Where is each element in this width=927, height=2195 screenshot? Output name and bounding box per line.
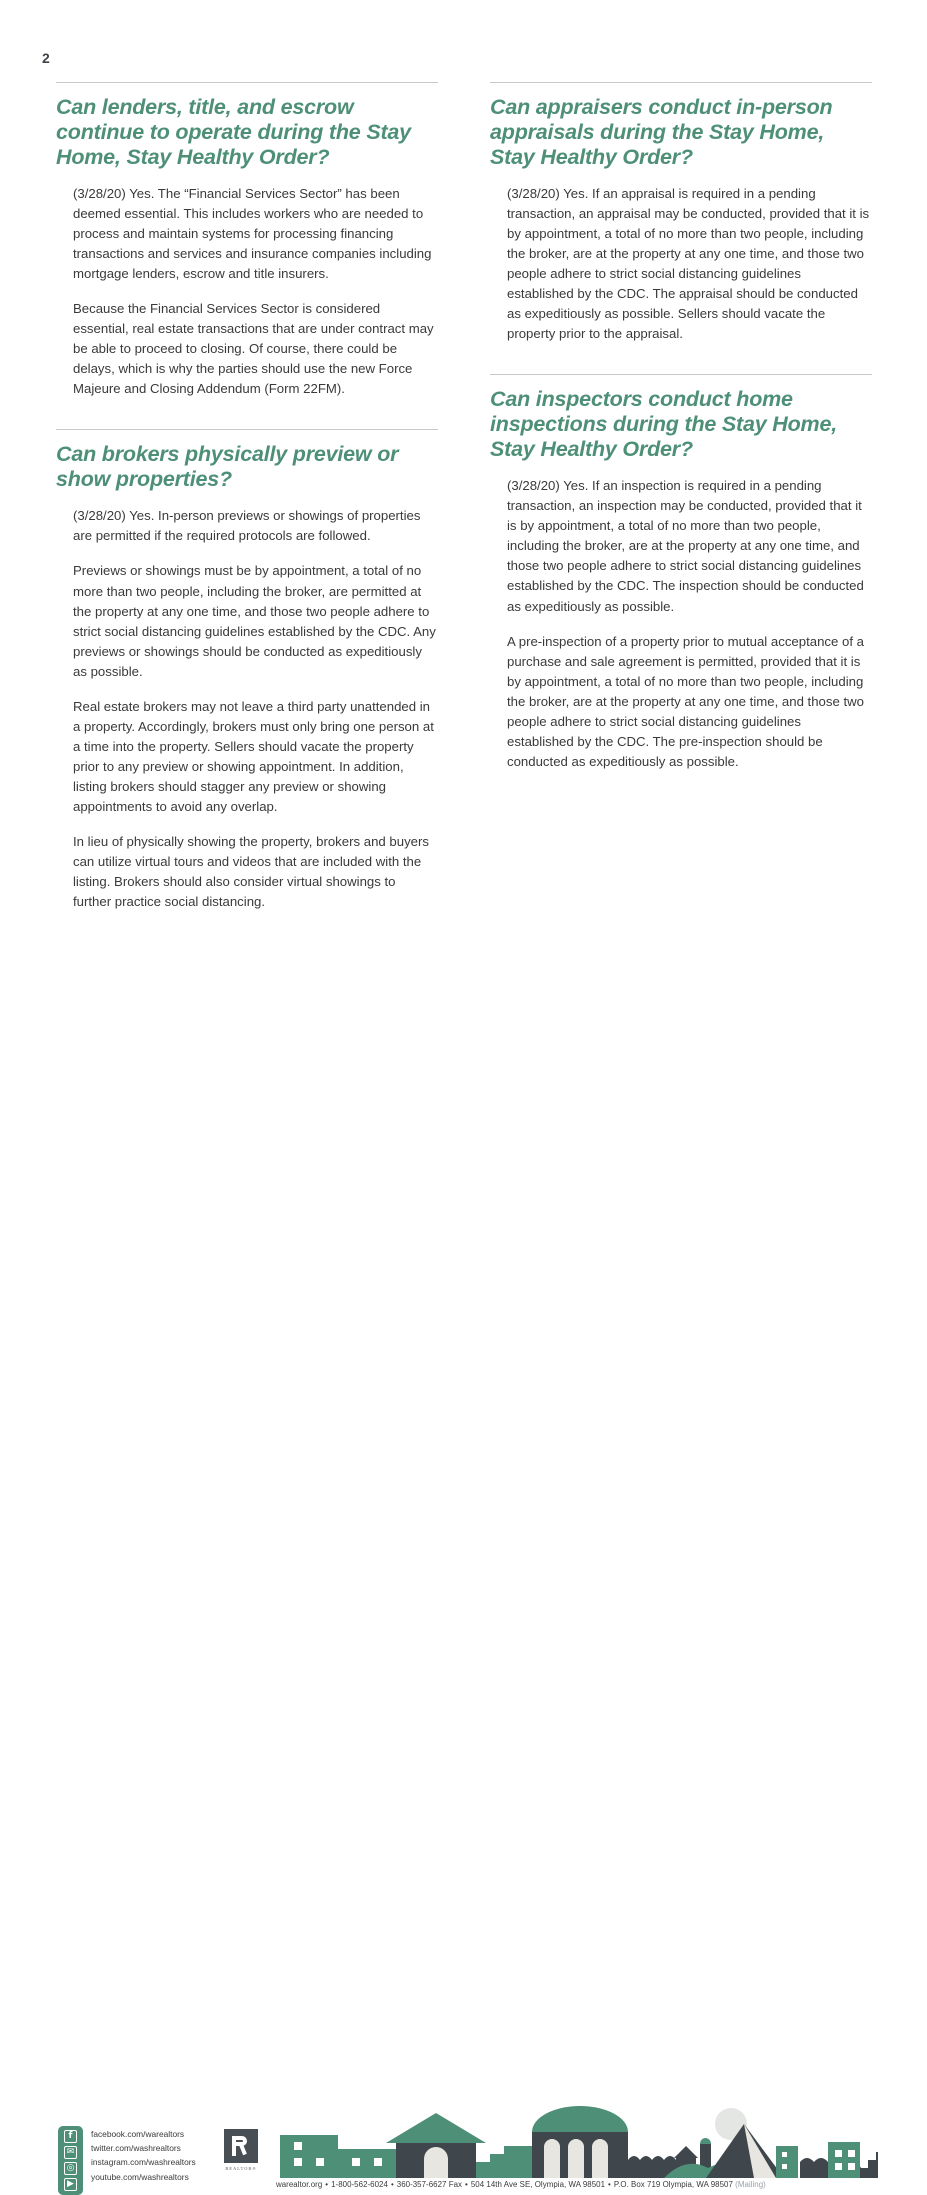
- answer-paragraph: (3/28/20) Yes. If an appraisal is required in a pending transaction, an appraisal may be conducted, provided that it is by appointment, a total of no more than two people, including the broker, are at the property at any one time, and those two people adhere to strict social distancing guidelines established by the CDC. The appraisal should be conducted as expeditiously as possible. Sellers should vacate the property prior to the appraisal.: [507, 185, 870, 342]
- left-column: [56, 82, 438, 920]
- page-footer: [0, 1040, 927, 2189]
- olympia-skyline-graphic: [276, 2102, 878, 2178]
- skyline-capitol-dome: [532, 2106, 628, 2132]
- skyline-house-door: [424, 2147, 448, 2178]
- question-heading: Can inspectors conduct home inspections during the Stay Home, Stay Healthy Order?: [490, 387, 838, 462]
- twitter-icon[interactable]: ✉: [64, 2146, 77, 2159]
- footer-address: 504 14th Ave SE, Olympia, WA 98501: [470, 2180, 606, 2189]
- facebook-icon[interactable]: f: [64, 2130, 77, 2143]
- separator-dot: •: [390, 2180, 394, 2189]
- social-media-block: [58, 2126, 196, 2195]
- capitol-column: [544, 2139, 560, 2178]
- skyline-barn-roof: [674, 2146, 698, 2158]
- skyline-stepped-building: [476, 2146, 532, 2178]
- answer-paragraph: In lieu of physically showing the property, brokers and buyers can utilize virtual tours and videos that are included with the listing. Brokers should also consider virtual showings to further practice social distancing.: [73, 834, 430, 910]
- skyline-house-roof: [386, 2113, 486, 2143]
- block-spacer: [490, 352, 872, 374]
- realtor-wordmark: REALTOR®: [225, 2165, 257, 2171]
- footer-contact-line: [276, 2180, 878, 2189]
- footer-phone: 1-800-562-6024: [331, 2180, 388, 2189]
- qa-block-appraisers: [490, 82, 872, 344]
- section-divider: [56, 429, 438, 430]
- instagram-icon[interactable]: ◎: [64, 2162, 77, 2175]
- answer-body: [56, 506, 438, 912]
- separator-dot: •: [608, 2180, 611, 2189]
- separator-dot: •: [465, 2180, 468, 2189]
- answer-paragraph: (3/28/20) Yes. The “Financial Services Sector” has been deemed essential. This includes workers who are needed to process and maintain systems for processing financing transactions and services and insurance companies including mortgage lenders, escrow and title insurers.: [73, 185, 432, 282]
- footer-po-box: P.O. Box 719 Olympia, WA 98507: [613, 2180, 733, 2189]
- capitol-column: [568, 2139, 584, 2178]
- qa-block-preview-show: [56, 429, 438, 912]
- answer-paragraph: Because the Financial Services Sector is considered essential, real estate transactions that are under contract may be able to proceed to closing. Of course, there could be delays, which is why the parties should use the new Force Majeure and Closing Addendum (Form 22FM).: [73, 301, 434, 397]
- right-column: [490, 82, 872, 920]
- footer-fax: 360-357-6627 Fax: [396, 2180, 463, 2189]
- footer-mailing-note: (Mailing): [735, 2180, 766, 2189]
- answer-body: [490, 476, 872, 772]
- qa-block-lenders: [56, 82, 438, 399]
- question-heading: Can appraisers conduct in-person appraisals during the Stay Home, Stay Healthy Order?: [490, 95, 833, 169]
- facebook-link[interactable]: facebook.com/warealtors: [91, 2129, 185, 2139]
- skyline-right-building: [828, 2142, 860, 2178]
- answer-body: [56, 184, 438, 400]
- answer-paragraph: (3/28/20) Yes. If an inspection is required in a pending transaction, an inspection may be conducted, provided that it is by appointment, a total of no more than two people, including the broker, are at the property at any one time, and those two people adhere to strict social distancing guidelines established by the CDC. The inspection should be conducted as expeditiously as possible.: [507, 478, 864, 614]
- answer-paragraph: Previews or showings must be by appointment, a total of no more than two people, including the broker, are permitted at the property at any one time, and those two people adhere to strict social distancing guidelines established by the CDC. Any previews or showings should be conducted as expeditiously as possible.: [73, 563, 436, 679]
- page-number: 2: [42, 50, 51, 66]
- silo-cap: [700, 2138, 711, 2144]
- answer-paragraph: Real estate brokers may not leave a third party unattended in a property. Accordingly, brokers must only bring one person at a time into the property. Sellers should vacate the property prior to any preview or showing appointment. In addition, listing brokers should stagger any preview or showing appointments to avoid any overlap.: [73, 698, 434, 815]
- skyline-building-left: [280, 2135, 338, 2178]
- twitter-link[interactable]: twitter.com/washrealtors: [91, 2143, 181, 2154]
- capitol-column: [592, 2139, 608, 2178]
- realtor-r-icon: [224, 2129, 258, 2163]
- answer-body: [490, 184, 872, 345]
- realtor-r-leg: [239, 2144, 247, 2156]
- skyline-tower: [776, 2146, 798, 2178]
- realtor-logo: [224, 2129, 258, 2171]
- qa-block-inspectors: [490, 374, 872, 772]
- skyline-building-low: [338, 2149, 396, 2178]
- youtube-icon[interactable]: ▶: [64, 2178, 77, 2191]
- youtube-link[interactable]: youtube.com/washrealtors: [91, 2171, 189, 2182]
- skyline-right-steps: [860, 2152, 878, 2178]
- footer-website[interactable]: warealtor.org: [276, 2180, 323, 2189]
- question-heading: Can brokers physically preview or show properties?: [56, 442, 399, 492]
- answer-paragraph: A pre-inspection of a property prior to mutual acceptance of a purchase and sale agreement is permitted, provided that it is by appointment, a total of no more than two people, including the broker, are at the property at any one time, and those two people adhere to strict social distancing guidelines established by the CDC. The pre-inspection should be conducted as expeditiously as possible.: [507, 633, 865, 769]
- social-icon-bar: [58, 2126, 83, 2195]
- social-links-list: [91, 2126, 196, 2183]
- question-heading: Can lenders, title, and escrow continue to operate during the Stay Home, Stay Healthy Order?: [56, 95, 411, 169]
- section-divider: [490, 374, 872, 375]
- separator-dot: •: [325, 2180, 329, 2189]
- two-column-layout: [56, 82, 872, 920]
- instagram-link[interactable]: instagram.com/washrealtors: [91, 2157, 196, 2168]
- section-divider: [490, 82, 872, 83]
- block-spacer: [56, 407, 438, 429]
- answer-paragraph: (3/28/20) Yes. In-person previews or showings of properties are permitted if the required protocols are followed.: [73, 508, 421, 544]
- section-divider: [56, 82, 438, 83]
